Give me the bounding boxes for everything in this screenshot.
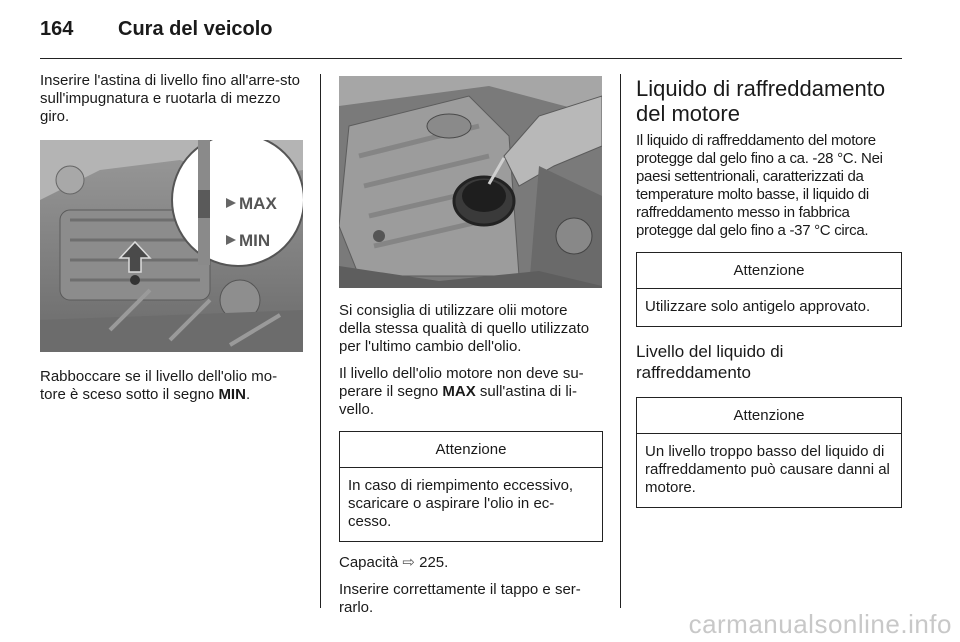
- max-level-text-end: sull'astina di li-vello.: [339, 383, 577, 418]
- column-divider-2: [620, 74, 621, 608]
- page-header: [40, 18, 273, 41]
- notice-antifreeze: [636, 252, 902, 327]
- topup-text-end: .: [245, 386, 251, 403]
- topup-text: [40, 368, 302, 404]
- notice-body: In caso di riempimento eccessivo, scaricare o aspirare l'olio in ec-cesso.: [348, 477, 574, 530]
- max-level-text: [339, 365, 603, 419]
- column-1: [40, 72, 302, 135]
- header-rule: [40, 58, 902, 59]
- min-label: MIN: [239, 231, 271, 250]
- dipstick-insert-text: Inserire l'astina di livello fino all'arre-sto sull'impugnatura e ruotarla di mezzo giro.: [40, 72, 301, 125]
- max-level-text-start: Il livello dell'olio motore non deve su-perare il segno: [339, 365, 584, 400]
- oil-quality-text: Si consiglia di utilizzare olii motore della stessa qualità di quello utilizzato per l'ultimo cambio dell'olio.: [339, 302, 590, 355]
- notice-low-coolant: [636, 397, 902, 508]
- max-label: MAX: [239, 194, 277, 213]
- notice-title: Attenzione: [340, 432, 602, 468]
- page-reference-icon: ⇨: [402, 554, 415, 571]
- column-2: [339, 302, 603, 626]
- capacity-text: [339, 554, 603, 572]
- notice-body: Utilizzare solo antigelo approvato.: [645, 298, 871, 315]
- oil-filling-figure: [339, 76, 602, 288]
- coolant-text: Il liquido di raffreddamento del motore protegge dal gelo fino a ca. -28 °C. Nei paesi settentrionali, caratterizzati da temperature molto basse, il liquido di raffreddamento messo in fabbrica protegge dal gelo fino a -37 °C circa.: [636, 132, 883, 239]
- topup-text-start: Rabboccare se il livello dell'olio mo-tore è sceso sotto il segno: [40, 368, 278, 403]
- page-number: 164: [40, 18, 74, 40]
- capacity-label: Capacità: [339, 554, 403, 571]
- dipstick-figure: [40, 140, 303, 352]
- column-1-lower: [40, 368, 302, 413]
- watermark: carmanualsonline.info: [688, 609, 952, 639]
- page-title: Cura del veicolo: [118, 18, 273, 40]
- notice-title: Attenzione: [637, 398, 901, 434]
- cap-tighten-text: Inserire correttamente il tappo e ser-rarlo.: [339, 581, 581, 616]
- column-divider-1: [320, 74, 321, 608]
- max-mark: MAX: [442, 383, 476, 400]
- notice-title: Attenzione: [637, 253, 901, 289]
- coolant-heading: Liquido di raffreddamento del motore: [636, 76, 886, 126]
- column-3: [636, 76, 902, 508]
- min-mark: MIN: [218, 386, 246, 403]
- coolant-level-heading: Livello del liquido di raffreddamento: [636, 342, 784, 382]
- capacity-page-ref[interactable]: 225.: [414, 554, 449, 571]
- oil-filling-illustration: [339, 76, 602, 288]
- notice-body: Un livello troppo basso del liquido di raffreddamento può causare danni al motore.: [645, 443, 890, 496]
- engine-dipstick-illustration: [40, 140, 303, 352]
- notice-overfill: [339, 431, 603, 542]
